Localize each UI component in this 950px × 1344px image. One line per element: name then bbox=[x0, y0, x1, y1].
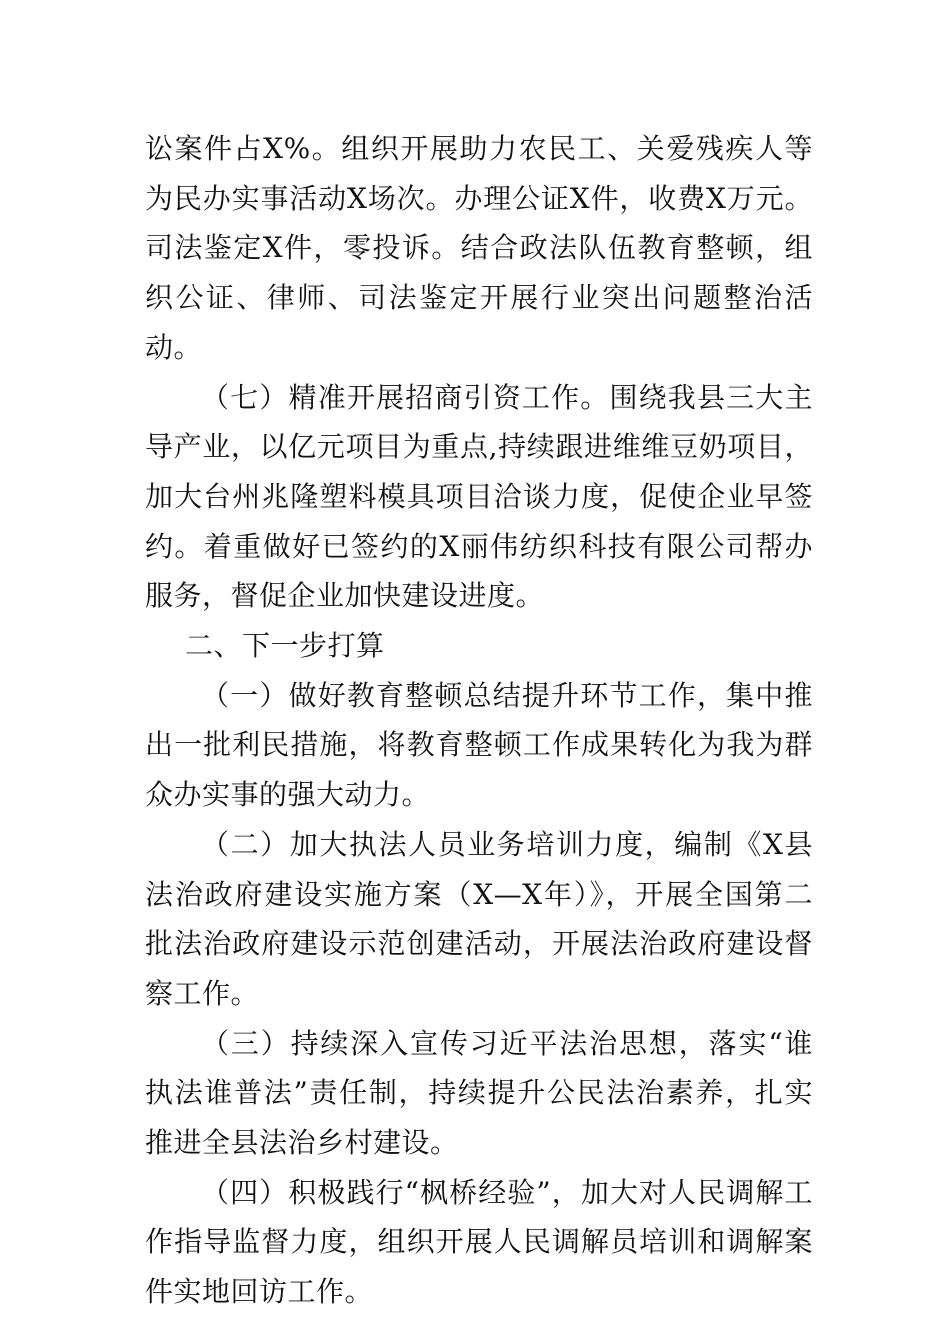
paragraph-plan-2: （二）加大执法人员业务培训力度，编制《X县法治政府建设实施方案（X—X年）》，开展全国第二批法治政府建设示范创建活动，开展法治政府建设督察工作。 bbox=[145, 827, 813, 1010]
paragraph-plan-3: （三）持续深入宣传习近平法治思想，落实“谁执法谁普法”责任制，持续提升公民法治素养，扎实推进全县法治乡村建设。 bbox=[145, 1026, 813, 1160]
paragraph-section-7: （七）精准开展招商引资工作。围绕我县三大主导产业，以亿元项目为重点,持续跟进维维豆奶项目，加大台州兆隆塑料模具项目洽谈力度，促使企业早签约。着重做好已签约的X丽伟纺织科技有限公司帮办服务，督促企业加快建设进度。 bbox=[145, 380, 813, 613]
paragraph-plan-4: （四）积极践行“枫桥经验”，加大对人民调解工作指导监督力度，组织开展人民调解员培训和调解案件实地回访工作。 bbox=[145, 1175, 813, 1309]
section-heading-next-steps: 二、下一步打算 bbox=[185, 629, 385, 663]
paragraph-continuation: 讼案件占X%。组织开展助力农民工、关爱残疾人等为民办实事活动X场次。办理公证X件，收费X万元。司法鉴定X件，零投诉。结合政法队伍教育整顿，组织公证、律师、司法鉴定开展行业突出问题整治活动。 bbox=[145, 132, 813, 364]
paragraph-plan-1: （一）做好教育整顿总结提升环节工作，集中推出一批利民措施，将教育整顿工作成果转化为我为群众办实事的强大动力。 bbox=[145, 678, 813, 812]
document-body bbox=[145, 124, 813, 1317]
